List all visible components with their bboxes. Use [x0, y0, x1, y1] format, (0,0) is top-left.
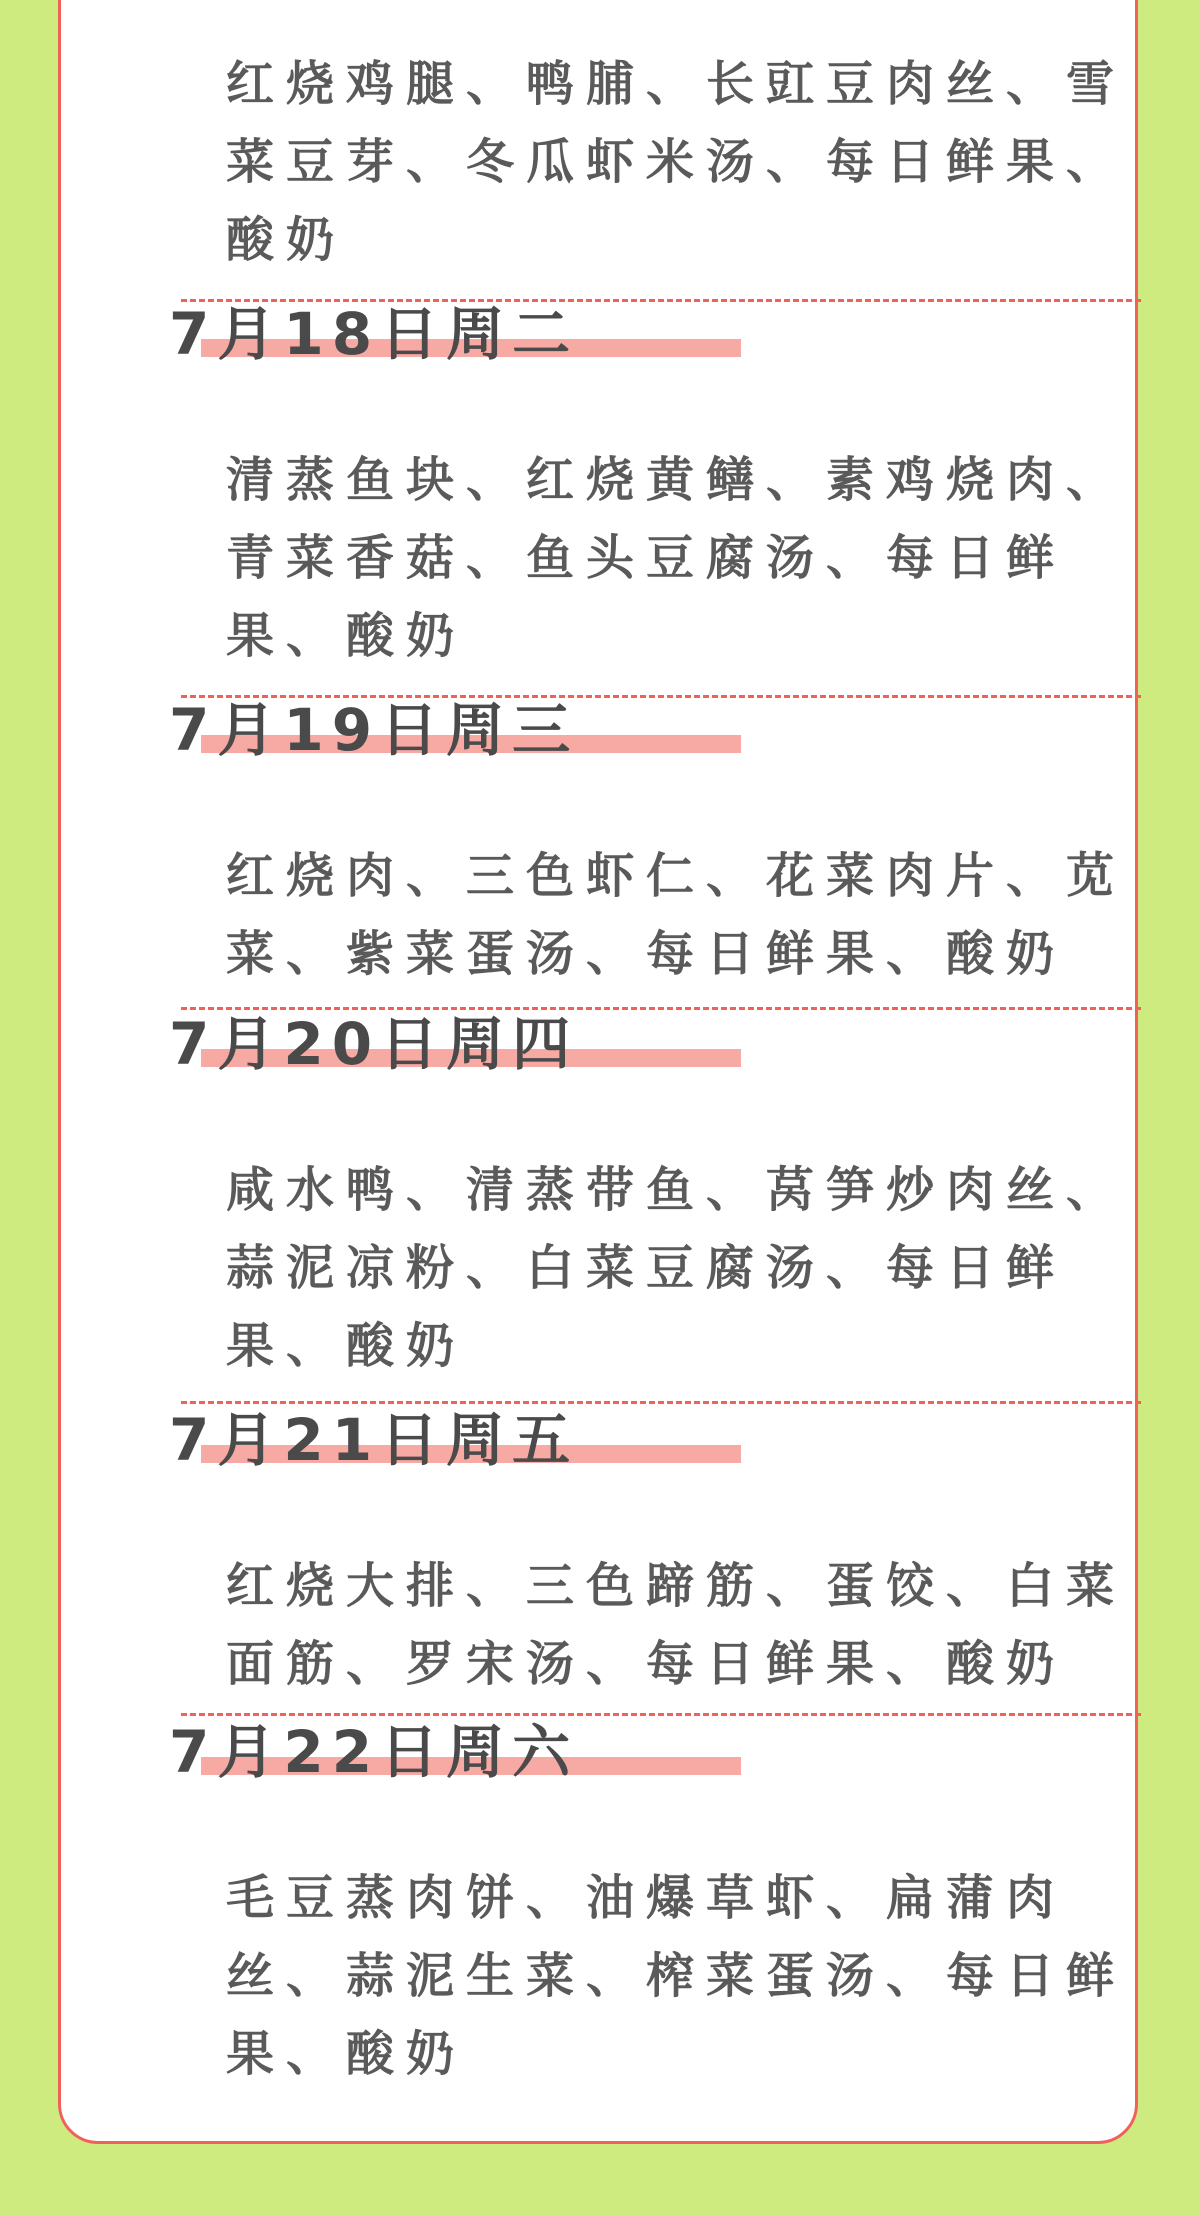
menu-text: 红烧鸡腿、鸭脯、长豇豆肉丝、雪菜豆芽、冬瓜虾米汤、每日鲜果、酸奶	[226, 56, 1127, 268]
date-label: 7月19日周三	[169, 696, 579, 764]
date-heading	[169, 689, 749, 779]
menu-text: 红烧肉、三色虾仁、花菜肉片、苋菜、紫菜蛋汤、每日鲜果、酸奶	[226, 848, 1127, 982]
date-heading	[169, 1003, 749, 1093]
menu-text: 咸水鸭、清蒸带鱼、莴笋炒肉丝、蒜泥凉粉、白菜豆腐汤、每日鲜果、酸奶	[226, 1162, 1127, 1374]
date-label: 7月20日周四	[169, 1010, 579, 1078]
date-label: 7月18日周二	[169, 300, 579, 368]
date-heading	[169, 293, 749, 383]
menu-text: 红烧大排、三色蹄筋、蛋饺、白菜面筋、罗宋汤、每日鲜果、酸奶	[226, 1558, 1127, 1692]
date-heading	[169, 1399, 749, 1489]
menu-text: 清蒸鱼块、红烧黄鳝、素鸡烧肉、青菜香菇、鱼头豆腐汤、每日鲜果、酸奶	[226, 452, 1127, 664]
menu-card	[58, 0, 1138, 2144]
date-heading	[169, 1711, 749, 1801]
date-label: 7月21日周五	[169, 1406, 579, 1474]
menu-text: 毛豆蒸肉饼、油爆草虾、扁蒲肉丝、蒜泥生菜、榨菜蛋汤、每日鲜果、酸奶	[226, 1870, 1127, 2082]
date-label: 7月22日周六	[169, 1718, 579, 1786]
